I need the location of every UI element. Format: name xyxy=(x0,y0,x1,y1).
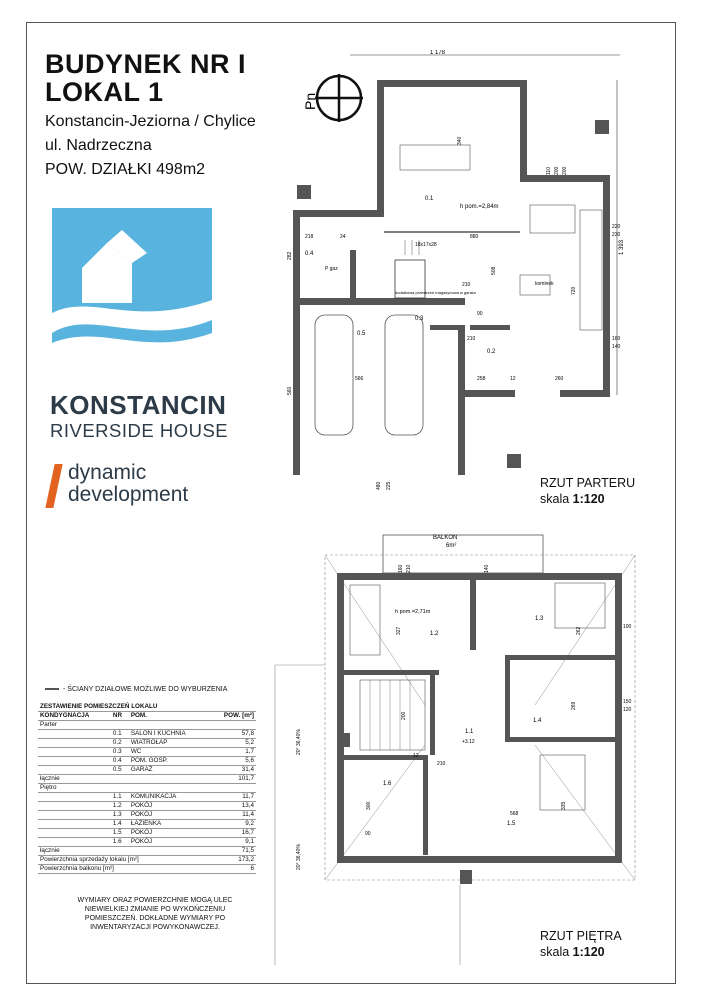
upper-floor-caption xyxy=(540,928,622,960)
table-row: 1.4 ŁAZIENKA 9,2 xyxy=(38,820,256,829)
dim: 220 xyxy=(612,224,621,230)
room-0-4: 0.4 xyxy=(305,251,314,257)
balcony-label: BALKON xyxy=(433,535,458,541)
height-label: h pom.=2,84m xyxy=(460,204,499,210)
dim: 12 xyxy=(510,376,516,382)
room-0-1: 0.1 xyxy=(425,196,434,202)
logo-icon xyxy=(52,208,212,368)
table-row: 0.2 WIATROŁAP 5,2 xyxy=(38,739,256,748)
title-line-2: LOKAL 1 xyxy=(45,77,164,107)
dim: 12 xyxy=(413,753,419,759)
table-row: 0.5 GARAŻ 31,4 xyxy=(38,766,256,775)
ground-floor-plan xyxy=(265,50,625,495)
dim: 90 xyxy=(365,831,371,837)
room-summary-table xyxy=(38,703,256,874)
storage-label: dodatkowa przestrzeń magazynowa w garażu xyxy=(395,290,477,295)
dim: 230 xyxy=(612,232,621,238)
dim: 24 xyxy=(340,234,346,240)
dashed-wall-icon xyxy=(45,688,59,690)
dim: 210 xyxy=(406,564,412,573)
summary-title: ZESTAWIENIE POMIESZCZEŃ LOKALU xyxy=(38,703,256,712)
dim: 327 xyxy=(396,626,402,635)
ground-floor-caption xyxy=(540,475,635,507)
table-row: 0.3 WC 1,7 xyxy=(38,748,256,757)
compass-label: Pn xyxy=(303,92,318,110)
address-city: Konstancin-Jeziorna / Chylice xyxy=(45,113,256,130)
dim: 282 xyxy=(287,251,293,260)
gas-label: P gaz xyxy=(325,266,338,272)
room-1-3: 1.3 xyxy=(535,616,544,622)
developer-logo xyxy=(50,462,230,510)
dim: 160 xyxy=(398,564,404,573)
dim: 566 xyxy=(355,376,364,382)
dim: 568 xyxy=(510,811,519,817)
fireplace-label: kominek xyxy=(535,281,554,287)
room-1-4: 1.4 xyxy=(533,718,542,724)
room-1-6: 1.6 xyxy=(383,781,392,787)
table-row: 1.6 POKÓJ 9,1 xyxy=(38,838,256,847)
dim: 90 xyxy=(477,311,483,317)
plot-area: POW. DZIAŁKI 498m2 xyxy=(45,161,206,178)
dim: 720 xyxy=(571,286,577,295)
developer-line-2: development xyxy=(68,483,189,506)
table-row: 0.1 SALON I KUCHNIA 57,8 xyxy=(38,730,256,739)
parter-label: Parter xyxy=(38,721,256,730)
dim: 160 xyxy=(612,336,621,342)
table-row: 1.5 POKÓJ 16,7 xyxy=(38,829,256,838)
overall-width-label: 1 178 xyxy=(430,50,446,56)
pietro-label: Piętro xyxy=(38,784,256,793)
dim: 200 xyxy=(554,166,560,175)
dim: 880 xyxy=(470,234,479,240)
room-0-3: 0.3 xyxy=(415,316,424,322)
dim: 210 xyxy=(462,282,471,288)
parter-total-row: łącznie 101,7 xyxy=(40,775,254,782)
stairs-label: 18x17x28 xyxy=(415,242,437,248)
title-line-1: BUDYNEK NR I xyxy=(45,49,247,79)
dim: 300 xyxy=(366,801,372,810)
dim: 218 xyxy=(305,234,314,240)
dim: 140 xyxy=(484,564,490,573)
upper-floor-caption-title: RZUT PIĘTRA xyxy=(540,929,622,943)
address-street: ul. Nadrzeczna xyxy=(45,137,152,154)
upper-floor-scale: skala 1:120 xyxy=(540,945,605,959)
room-1-5: 1.5 xyxy=(507,821,516,827)
dim: 120 xyxy=(623,707,632,713)
room-1-1: 1.1 xyxy=(465,729,474,735)
dim: 260 xyxy=(555,376,564,382)
sale-total-row: Powierzchnia sprzedaży lokalu [m²] 173,2 xyxy=(40,856,254,863)
dim: 269 xyxy=(571,701,577,710)
roof-angle-top: 20° 36,40% xyxy=(296,729,302,755)
developer-line-1: dynamic xyxy=(68,461,147,484)
legend xyxy=(45,686,227,693)
pietro-total-row: łącznie 71,5 xyxy=(40,847,254,854)
legend-text: - ŚCIANY DZIAŁOWE MOŻLIWE DO WYBURZENIA xyxy=(63,686,228,693)
dim: 100 xyxy=(623,624,632,630)
table-row: 1.2 POKÓJ 13,4 xyxy=(38,802,256,811)
level-label: +3.12 xyxy=(462,739,475,745)
table-header-row: KONDYGNACJA NR POM. POW. [m²] xyxy=(40,712,254,719)
table-row: 1.3 POKÓJ 11,4 xyxy=(38,811,256,820)
dim: 508 xyxy=(491,266,497,275)
ground-floor-scale: skala 1:120 xyxy=(540,492,605,506)
balcony-area: 6m² xyxy=(446,543,457,549)
brand-subtitle: RIVERSIDE HOUSE xyxy=(50,420,229,441)
dim: 335 xyxy=(561,801,567,810)
dim: 150 xyxy=(623,699,632,705)
dim: 262 xyxy=(576,626,582,635)
overall-depth-label: 1 393 xyxy=(619,239,625,255)
disclaimer-note: WYMIARY ORAZ POWIERZCHNIE MOGĄ ULEC NIEWIELKIEJ ZMIANIE PO WYKOŃCZENIU POMIESZCZEŃ. DOKŁADNE WYMIARY PO INWENTARYZACJI POWYKONAWCZEJ. xyxy=(77,897,233,931)
dim: 340 xyxy=(457,136,463,145)
upper-height-label: h pom.=2,71m xyxy=(395,609,431,615)
brand-name: KONSTANCIN xyxy=(50,390,227,420)
roof-angle-bottom: 20° 36,40% xyxy=(296,844,302,870)
dim: 210 xyxy=(467,336,476,342)
table-row: 0.4 POM. GOSP. 5,6 xyxy=(38,757,256,766)
dim: 210 xyxy=(437,761,446,767)
room-1-2: 1.2 xyxy=(430,631,439,637)
dim: 110 xyxy=(546,167,552,175)
table-row: 1.1 KOMUNIKACJA 11,7 xyxy=(38,793,256,802)
room-0-5: 0.5 xyxy=(357,331,366,337)
page-title xyxy=(45,50,246,106)
dim: 225 xyxy=(386,481,392,490)
dim: 560 xyxy=(287,386,293,395)
room-0-2: 0.2 xyxy=(487,349,496,355)
dim: 200 xyxy=(401,711,407,720)
dim: 200 xyxy=(562,166,568,175)
dim: 258 xyxy=(477,376,486,382)
upper-floor-plan xyxy=(265,525,645,975)
dim: 480 xyxy=(376,481,382,490)
balcony-total-row: Powierzchnia balkonu [m²] 6 xyxy=(40,865,254,872)
dim: 140 xyxy=(612,344,621,350)
ground-floor-caption-title: RZUT PARTERU xyxy=(540,476,636,490)
